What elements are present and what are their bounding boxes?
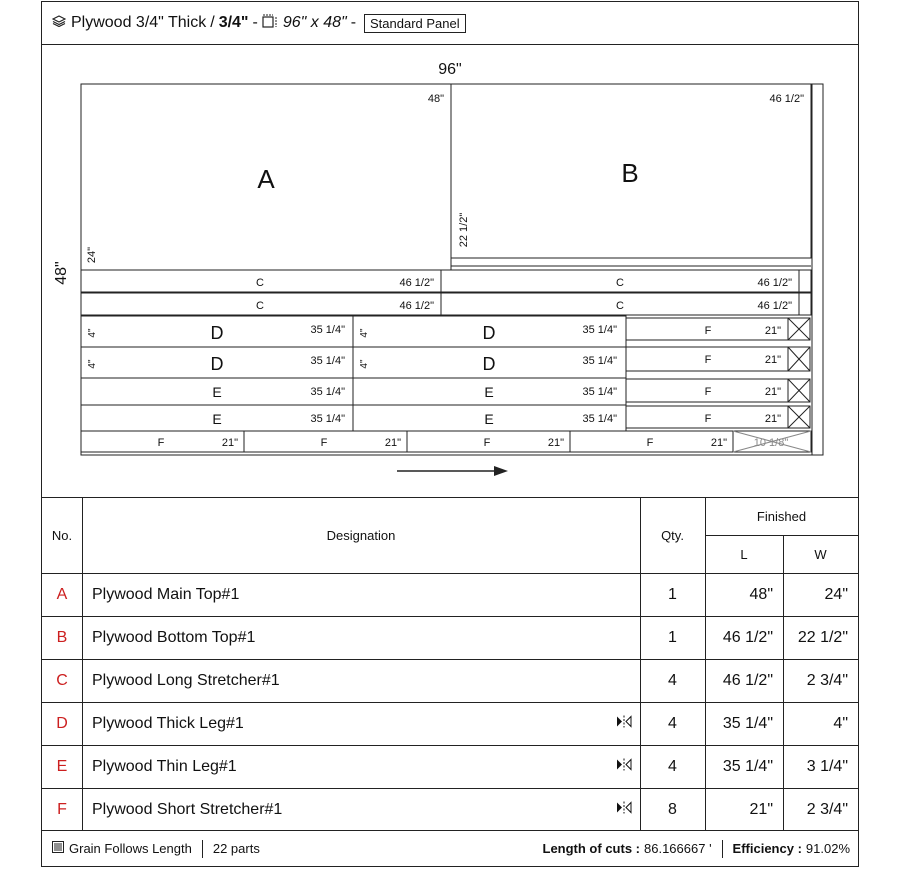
thickness-value: 3/4" [218,14,249,31]
column-divider [783,535,784,831]
column-divider [640,497,641,831]
part-a-letter: A [257,164,275,194]
grain-arrow-head [494,466,508,476]
layers-icon [52,14,66,32]
efficiency-label: Efficiency : [732,841,802,856]
part-f-length: 21" [764,386,781,398]
part-qty: 4 [668,671,677,689]
offcut [799,270,811,292]
part-d-letter: D [482,354,496,374]
sheet-footer [42,830,858,866]
waste-length: 10 1/8" [753,437,789,449]
cuts-value: 86.166667 ' [644,841,712,856]
part-f-length: 21" [221,437,238,449]
part-f-letter: F [483,437,491,449]
designation-text: Plywood Bottom Top#1 [92,628,256,646]
part-width: 4" [833,714,848,732]
part-designation[interactable] [82,573,640,616]
part-e-length: 35 1/4" [582,386,617,398]
part-length: 46 1/2" [722,671,773,689]
part-length: 35 1/4" [722,757,773,775]
row-divider [42,702,858,703]
part-d-length: 35 1/4" [582,324,617,336]
part-b-length: 46 1/2" [769,93,804,105]
part-length: 46 1/2" [722,628,773,646]
part-b-width: 22 1/2" [458,212,470,248]
part-qty: 4 [668,757,677,775]
panel-width-label: 96" [438,61,462,78]
part-d-letter: D [482,323,496,343]
part-f-letter: F [704,354,712,366]
part-qty: 1 [668,628,677,646]
part-e-length: 35 1/4" [310,413,345,425]
parts-count: 22 parts [212,841,260,856]
mirror-icon[interactable] [616,714,632,733]
part-c-length: 46 1/2" [757,277,792,289]
part-d-length: 35 1/4" [582,355,617,367]
part-c-letter: C [256,277,264,289]
part-f-length: 21" [764,354,781,366]
part-designation[interactable] [82,745,640,788]
mirror-icon[interactable] [616,757,632,776]
part-a-width: 24" [86,246,98,264]
separator: - [252,14,258,31]
part-d-width: 4" [87,328,98,338]
part-d-letter: D [210,354,224,374]
part-designation[interactable] [82,659,640,702]
row-divider [42,659,858,660]
part-f-letter: F [704,325,712,337]
part-width: 22 1/2" [797,628,848,646]
part-designation[interactable] [82,788,640,831]
part-c-letter: C [256,300,264,312]
header-length: L [740,546,748,562]
part-c-length: 46 1/2" [757,300,792,312]
part-e-length: 35 1/4" [582,413,617,425]
part-length: 21" [749,800,773,818]
part-width: 24" [824,585,848,603]
part-e-length: 35 1/4" [310,386,345,398]
separator: - [350,14,357,31]
part-f-length: 21" [547,437,564,449]
part-letter: D [56,714,68,732]
offcut [799,293,811,315]
part-f-length: 21" [764,413,781,425]
part-width: 2 3/4" [806,800,848,818]
row-divider [42,788,858,789]
grain-direction: Grain Follows Length [69,841,192,856]
row-divider [42,616,858,617]
cut-sheet [41,1,859,867]
mirror-icon[interactable] [616,800,632,819]
part-letter: A [56,585,68,603]
material-name: Plywood 3/4" Thick [71,14,207,31]
designation-text: Plywood Short Stretcher#1 [92,800,283,818]
cutting-diagram [42,45,858,498]
part-letter: C [56,671,68,689]
part-qty: 1 [668,585,677,603]
divider [722,840,723,858]
designation-text: Plywood Thin Leg#1 [92,757,237,775]
part-designation[interactable] [82,702,640,745]
part-d-letter: D [210,323,224,343]
part-width: 3 1/4" [806,757,848,775]
header-finished: Finished [756,508,807,524]
panel-icon [262,14,278,33]
part-d-width: 4" [87,359,98,369]
part-d-width: 4" [359,328,370,338]
part-letter: E [56,757,68,775]
part-e-letter: E [212,384,222,400]
header-designation: Designation [326,527,396,543]
designation-text: Plywood Main Top#1 [92,585,240,603]
cuts-label: Length of cuts : [542,841,640,856]
part-a-length: 48" [427,93,444,105]
column-divider [82,497,83,831]
part-f-letter: F [646,437,654,449]
panel-height-label: 48" [53,261,70,285]
part-designation[interactable] [82,616,640,659]
part-letter: F [57,800,67,818]
part-f-letter: F [704,386,712,398]
panel-type-badge[interactable]: Standard Panel [364,14,466,33]
row-divider [42,745,858,746]
part-b-letter: B [621,158,639,188]
part-qty: 4 [668,714,677,732]
designation-text: Plywood Thick Leg#1 [92,714,244,732]
part-e-letter: E [484,411,494,427]
panel-dimensions: 96" x 48" [282,14,347,31]
part-c-length: 46 1/2" [399,300,434,312]
header-width: W [814,546,827,562]
part-letter: B [56,628,68,646]
row-divider [705,535,858,536]
column-divider [705,497,706,831]
part-c-letter: C [616,300,624,312]
header-no: No. [51,527,73,543]
part-e-letter: E [212,411,222,427]
grain-icon [52,841,64,856]
part-width: 2 3/4" [806,671,848,689]
header-qty: Qty. [661,527,684,543]
designation-text: Plywood Long Stretcher#1 [92,671,280,689]
part-d-width: 4" [359,359,370,369]
part-c-length: 46 1/2" [399,277,434,289]
divider [202,840,203,858]
part-f-letter: F [704,413,712,425]
part-f-length: 21" [764,325,781,337]
part-d-length: 35 1/4" [310,324,345,336]
part-e-letter: E [484,384,494,400]
part-d-length: 35 1/4" [310,355,345,367]
part-f-letter: F [157,437,165,449]
part-f-length: 21" [710,437,727,449]
efficiency-value: 91.02% [805,841,850,856]
part-length: 48" [749,585,773,603]
part-f-length: 21" [384,437,401,449]
sheet-header [42,2,858,45]
part-length: 35 1/4" [722,714,773,732]
separator: / [210,14,215,31]
part-qty: 8 [668,800,677,818]
part-f-letter: F [320,437,328,449]
part-c-letter: C [616,277,624,289]
